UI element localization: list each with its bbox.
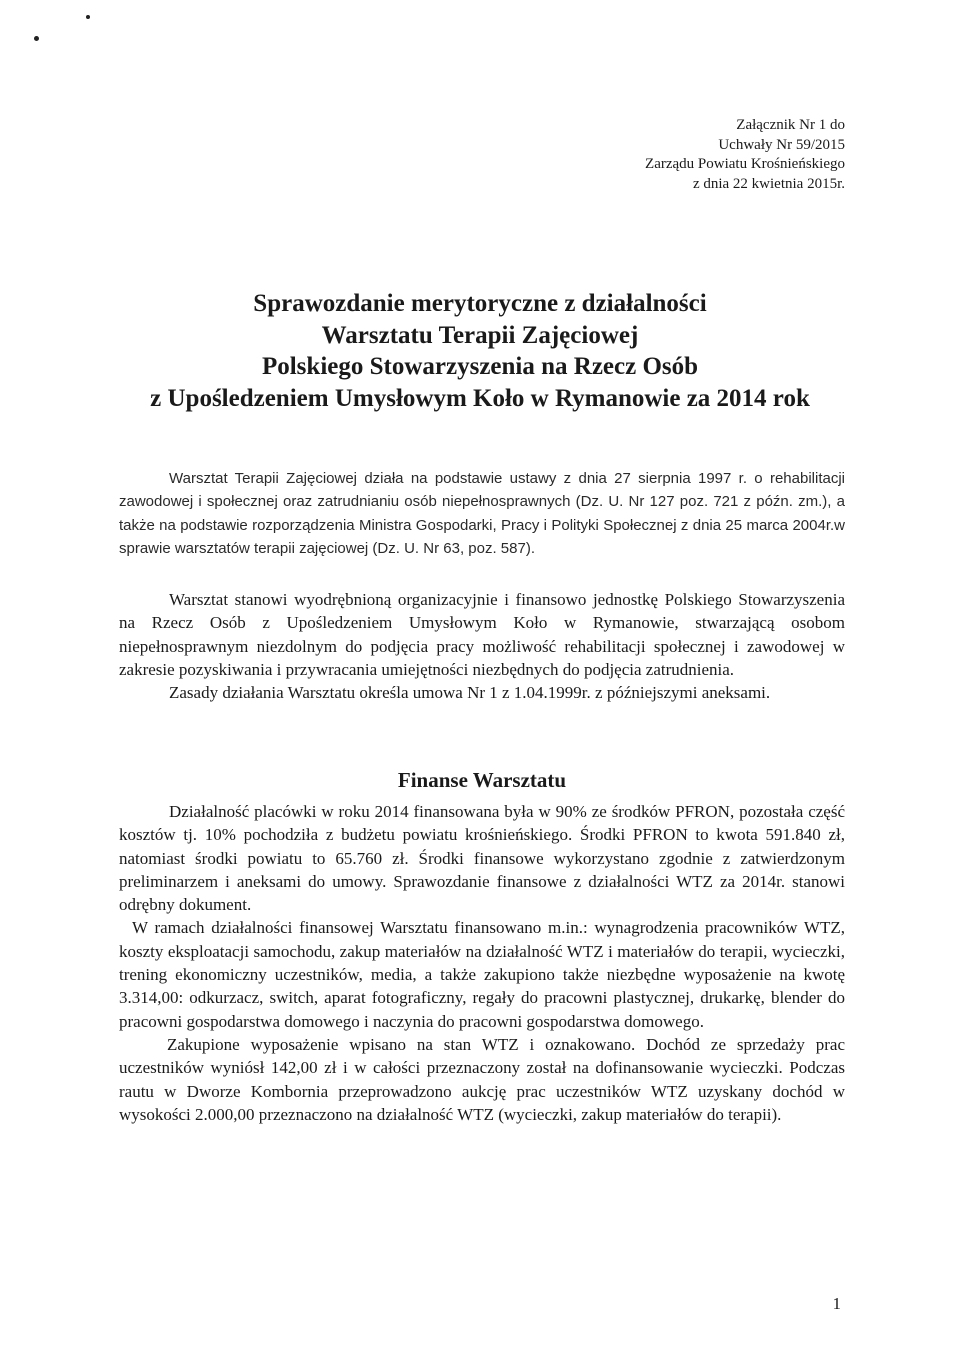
page-number: 1 bbox=[832, 1294, 841, 1313]
finance-paragraph: W ramach działalności finansowej Warsztatu finansowano m.in.: wynagrodzenia pracowników WTZ, koszty eksploatacji samochodu, zakup materiałów na działalność WTZ i materiałów do terapii, wycieczki, trening ekonomiczny uczestników, media, a także zakupiono także niezbędne wyposażenie na kwotę 3.314,00: odkurzacz, switch, aparat fotograficzny, regały do pracowni plastycznej, drukarkę, blender do pracowni gospodarstwa domowego i naczynia do pracowni gospodarstwa domowego. bbox=[119, 918, 845, 1031]
finance-heading: Finanse Warsztatu bbox=[397, 768, 567, 792]
annex-header bbox=[645, 116, 845, 194]
title-line: Polskiego Stowarzyszenia na Rzecz Osób bbox=[261, 353, 699, 380]
scan-speck bbox=[34, 36, 39, 41]
title-line: z Upośledzeniem Umysłowym Koło w Rymanowie za 2014 rok bbox=[150, 384, 810, 412]
annex-line: Załącznik Nr 1 do bbox=[736, 117, 845, 133]
intro-section bbox=[119, 467, 845, 560]
finance-section bbox=[119, 800, 845, 1126]
annex-line: Uchwały Nr 59/2015 bbox=[718, 136, 845, 153]
annex-line: Zarządu Powiatu Krośnieńskiego bbox=[645, 156, 845, 172]
workshop-paragraph: Warsztat stanowi wyodrębnioną organizacyjnie i finansowo jednostkę Polskiego Stowarzyszenia na Rzecz Osób z Upośledzeniem Umysłowym Koło w Rymanowie, stwarzającą osobom niepełnosprawnym niezdolnym do podjęcia pracy możliwość rehabilitacji społecznej i zawodowej w zakresie pozyskiwania i przywracania umiejętności niezbędnych do podjęcia zatrudnienia. bbox=[119, 590, 845, 679]
title-line: Sprawozdanie merytoryczne z działalności bbox=[253, 290, 707, 317]
finance-paragraph: Działalność placówki w roku 2014 finansowana była w 90% ze środków PFRON, pozostała część kosztów tj. 10% pochodziła z budżetu powiatu krośnieńskiego. Środki PFRON to kwota 591.840 zł, natomiast środki powiatu to 65.760 zł. Środki finansowe wykorzystano zgodnie z zatwierdzonym preliminarzem i aneksami do umowy. Sprawozdanie finansowe z działalności WTZ za 2014r. stanowi odrębny dokument. bbox=[119, 802, 845, 915]
finance-paragraph: Zakupione wyposażenie wpisano na stan WTZ i oznakowano. Dochód ze sprzedaży prac uczestników wyniósł 142,00 zł i w całości przeznaczony został na dofinansowanie wycieczki. Podczas rautu w Dworze Kombornia przeprowadzono aukcję prac uczestników WTZ uzyskany dochód w wysokości 2.000,00 przeznaczono na działalność WTZ (wycieczki, zakup materiałów do terapii). bbox=[119, 1034, 845, 1124]
document-title bbox=[100, 288, 860, 414]
intro-paragraph: Warsztat Terapii Zajęciowej działa na podstawie ustawy z dnia 27 sierpnia 1997 r. o rehabilitacji zawodowej i społecznej oraz zatrudnianiu osób niepełnosprawnych (Dz. U. Nr 127 poz. 721 z późn. zm.), a także na podstawie rozporządzenia Ministra Gospodarki, Pracy i Polityki Społecznej z dnia 25 marca 2004r.w sprawie warsztatów terapii zajęciowej (Dz. U. Nr 63, poz. 587). bbox=[119, 470, 845, 557]
workshop-section bbox=[119, 588, 845, 704]
workshop-rules-paragraph: Zasady działania Warsztatu określa umowa Nr 1 z 1.04.1999r. z późniejszymi aneksami. bbox=[169, 683, 771, 703]
scan-speck bbox=[86, 15, 90, 19]
title-line: Warsztatu Terapii Zajęciowej bbox=[321, 321, 639, 349]
annex-line: z dnia 22 kwietnia 2015r. bbox=[692, 175, 845, 192]
